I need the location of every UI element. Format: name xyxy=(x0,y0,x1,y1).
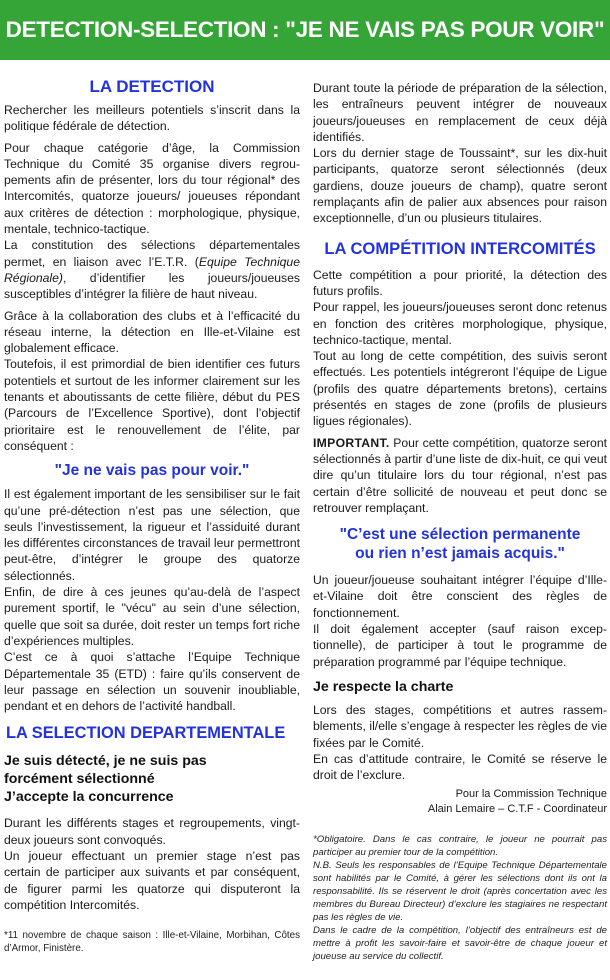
selection-paragraph-2: Un joueur effectuant un premier stage n’est pas certain de participer aux suivants et par conséquent, de figurer parmi les quatorze qui disputeront la compétition Intercomités. xyxy=(4,848,300,912)
competition-paragraph-3: Tout au long de cette compétition, des suivis seront effectués. Les potentiels intégreront l’équipe de Ligue (profils des quatre départements bretons), certains présentés en stages de zone (profils de plusieurs ligues régionales). xyxy=(313,349,607,429)
note-obligatoire: *Obligatoire. Dans le cas contraire, le joueur ne pourrait pas participer au premier tour de la compétition. xyxy=(313,834,607,859)
detection-paragraph-2: Pour chaque catégorie d’âge, la Commission Technique du Comité 35 organise divers regroupements afin de présenter, lors du tour régional* des Intercomités, quatorze joueurs/ joueuses répondant aux critères de détection : morphologique, physique, mentale, technico-tactique. xyxy=(4,140,300,237)
competition-paragraph-1: Cette compétition a pour priorité, la détection des futurs profils. xyxy=(313,267,607,298)
selection-subheading-1: Je suis détecté, je ne suis pas xyxy=(4,753,207,770)
competition-paragraph-important xyxy=(313,435,607,516)
charter-paragraph-1: Un joueur/joueuse souhaitant intégrer l’équipe d’Ille-et-Vilaine doit être conscient des règles de fonctionnement. xyxy=(313,573,607,620)
important-text: Pour cette compétition, quatorze seront sélectionnés à partir d’une liste de dix-huit, ce qui veut dire qu’un titulaire lors du tour régional, n’est pas certain d’être sollicité de nouveau et peut donc se retrouver remplaçant. xyxy=(313,435,607,515)
detection-paragraph-3-a: La constitution des sélections départementales permet, en liaison avec l’E.T.R. ( xyxy=(4,238,300,269)
left-column xyxy=(4,76,300,955)
footnote-toussaint: *11 novembre de chaque saison : Ille-et-Vilaine, Morbihan, Côtes d’Armor, Finistère. xyxy=(4,930,300,955)
detection-paragraph-3 xyxy=(4,237,300,302)
charter-paragraph-4: En cas d’attitude contraire, le Comité se réserve le droit de l’exclure. xyxy=(313,751,607,783)
detection-paragraph-3-b: , d’identifier les joueurs/joueuses susceptibles d’intégrer la filière de haut niveau. xyxy=(4,270,300,302)
selection-paragraph-1: Durant les différents stages et regroupements, vingt-deux joueurs sont convoqués. xyxy=(4,816,300,847)
right-paragraph-2: Lors du dernier stage de Toussaint*, sur les dix-huit participants, quatorze seront sélectionnés (deux gardiens, douze joueurs de champ), quatre seront remplaçants afin de palier aux absences pour raison exceptionnelle, d’un ou plusieurs titulaires. xyxy=(313,146,607,226)
selection-heading: LA SELECTION DEPARTEMENTALE xyxy=(6,724,286,743)
competition-paragraph-2: Pour rappel, les joueurs/joueuses seront donc retenus en fonction des critères morphologique, physique, technico-tactique, mental. xyxy=(313,300,607,347)
quote-selection-permanente-2: ou rien n’est jamais acquis." xyxy=(355,545,565,563)
charter-paragraph-3: Lors des stages, compétitions et autres rassemblements, il/elle s’engage à respecter les règles de vie fixées par le Comité. xyxy=(313,702,607,750)
detection-paragraph-1: Rechercher les meilleurs potentiels s’inscrit dans la politique fédérale de détection. xyxy=(4,103,300,134)
banner-title: DETECTION-SELECTION : "JE NE VAIS PAS POUR VOIR" xyxy=(5,17,605,42)
quote-selection-permanente-1: "C’est une sélection permanente xyxy=(339,526,581,544)
charter-paragraph-2: Il doit également accepter (sauf raison exceptionnelle), de participer à tout le programme de préparation programmé par l’équipe technique. xyxy=(313,622,607,669)
signature-line-2: Alain Lemaire – C.T.F - Coordinateur xyxy=(427,803,607,816)
selection-subheading-2: forcément sélectionné xyxy=(4,771,155,788)
right-paragraph-1: Durant toute la période de préparation de la sélection, les entraîneurs peuvent intégrer de nouveaux joueurs/joueuses en remplacement de ceux déjà identifiés. xyxy=(313,81,607,144)
note-nb: N.B. Seuls les responsables de l’Equipe Technique Départementale sont habilités par le Comité, à gérer les sélections dont ils ont la responsabilité. Ils se réservent le droit (après concertation avec les membres du Bureau Directeur) d’exclure les stagiaires ne respectant pas les règles de vie. xyxy=(313,860,607,924)
signature-line-1: Pour la Commission Technique xyxy=(455,788,607,801)
detection-paragraph-7: Enfin, de dire à ces jeunes qu’au-delà de l’aspect purement sportif, le "vécu" au sein d’une sélection, quelle que soit sa durée, doit rester un temps fort riche d’expériences multiples. xyxy=(4,585,300,648)
selection-subheading-3: J’accepte la concurrence xyxy=(4,789,174,806)
detection-paragraph-5: Toutefois, il est primordial de bien identifier ces futurs potentiels et surtout de les informer clairement sur les tenants et aboutissants de cette filière, début du PES (Parcours de l’Excellence Sportive), dont l’objectif prioritaire est le renouvellement de l’élite, par conséquent : xyxy=(4,357,300,453)
detection-paragraph-3-em: Equipe Technique Régionale) xyxy=(4,254,300,285)
right-column xyxy=(313,80,607,963)
detection-paragraph-4: Grâce à la collaboration des clubs et à l’efficacité du réseau interne, la détection en Ille-et-Vilaine est globalement efficace. xyxy=(4,308,300,356)
page-banner xyxy=(0,0,610,60)
detection-paragraph-8: C’est ce à quoi s’attache l’Equipe Technique Départementale 35 (ETD) : faire qu’ils conservent de leur passage en sélection un souvenir inoubliable, pendant et en dehors de l’activité handball. xyxy=(4,650,300,714)
important-label: IMPORTANT. xyxy=(313,435,390,450)
note-competition: Dans le cadre de la compétition, l’objectif des entraîneurs est de mettre à profit les savoir-faire et savoir-être de chaque joueur et joueuse au service du collectif. xyxy=(313,925,607,963)
competition-heading: LA COMPÉTITION INTERCOMITÉS xyxy=(324,238,596,258)
quote-je-ne-vais-pas: "Je ne vais pas pour voir." xyxy=(54,462,250,480)
charter-heading: Je respecte la charte xyxy=(313,678,454,695)
detection-paragraph-6: Il est également important de les sensibiliser sur le fait qu’une pré-détection n’est pas une sélection, que seuls l’investissement, la rigueur et l’assiduité durant les différentes circonstances de travail leur permettront peut-être, d’intégrer le groupe des quatorze sélectionnés. xyxy=(4,487,300,583)
detection-heading: LA DETECTION xyxy=(89,77,215,96)
